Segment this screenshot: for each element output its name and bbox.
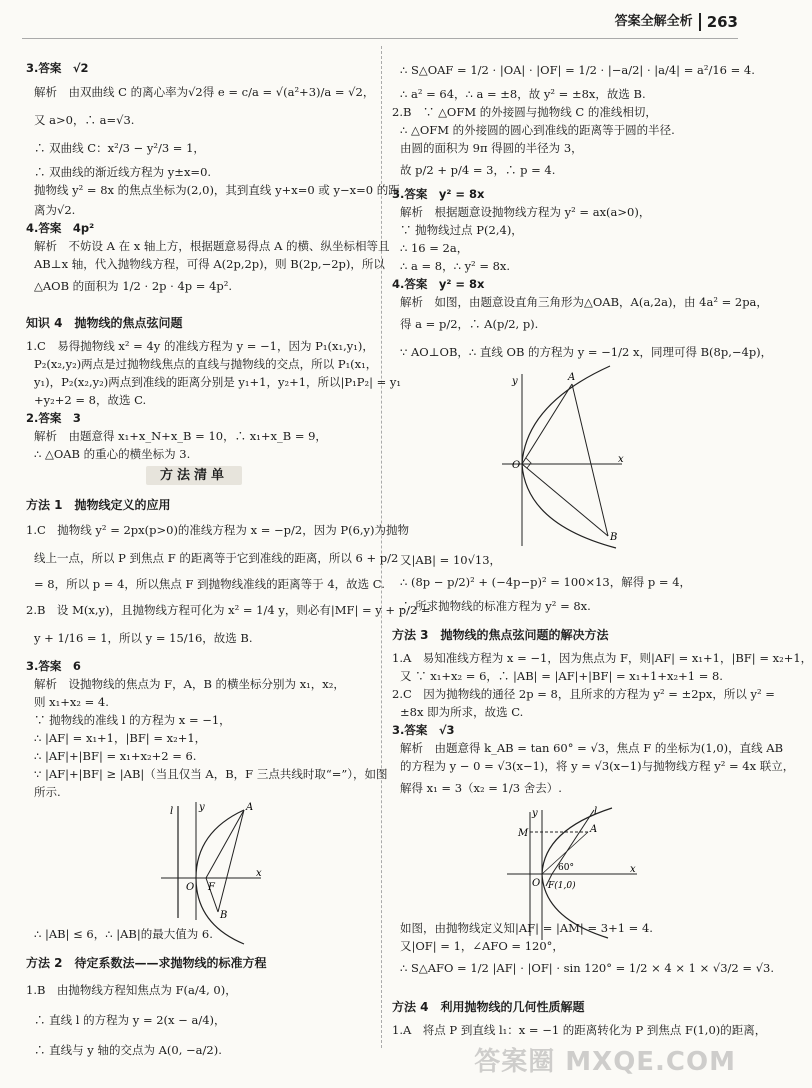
parabola-figure-1 xyxy=(156,792,266,922)
text-line: 得 a = p/2，∴ A(p/2, p). xyxy=(400,317,539,331)
text-line: ∴ |AF|+|BF| = x₁+x₂+2 = 6. xyxy=(34,749,197,763)
method-list-banner: 方法清单 xyxy=(146,466,242,485)
fig3-label: l xyxy=(594,806,598,817)
text-line: 故 p/2 + p/4 = 3，∴ p = 4. xyxy=(400,163,556,177)
section-heading: 方法 1 抛物线定义的应用 xyxy=(26,498,171,512)
text-line: 2.C 因为抛物线的通径 2p = 8，且所求的方程为 y² = ±2px，所以 y² = xyxy=(392,687,775,701)
fig3-label: y xyxy=(532,808,538,819)
text-line: 如图，由抛物线定义知|AF| = |AM| = 3+1 = 4. xyxy=(400,921,653,935)
section-heading: 方法 3 抛物线的焦点弦问题的解决方法 xyxy=(392,628,609,642)
text-line: ∴ |AB| ≤ 6，∴ |AB|的最大值为 6. xyxy=(34,927,213,941)
text-line: 1.C 抛物线 y² = 2px(p>0)的准线方程为 x = −p/2，因为 P(6,y)为抛物 xyxy=(26,523,410,537)
text-line: ∴ 直线与 y 轴的交点为 A(0, −a/2). xyxy=(34,1043,222,1057)
text-line: 解析 由题意得 x₁+x_N+x_B = 10，∴ x₁+x_B = 9， xyxy=(34,429,327,443)
text-line: ∴ S△AFO = 1/2 |AF| · |OF| · sin 120° = 1/2 × 4 × 1 × √3/2 = √3. xyxy=(400,961,774,975)
text-line: 解析 由题意得 k_AB = tan 60° = √3，焦点 F 的坐标为(1,0)，直线 AB xyxy=(400,741,784,755)
text-line: 解得 x₁ = 3（x₂ = 1/3 舍去）. xyxy=(400,781,562,795)
fig1-label: x xyxy=(256,868,262,879)
text-line: ∴ △OFM 的外接圆的圆心到准线的距离等于圆的半径. xyxy=(400,123,675,137)
text-line: ∵ |AF|+|BF| ≥ |AB|（当且仅当 A，B，F 三点共线时取“=”），如图 xyxy=(34,767,388,781)
text-line: 1.C 易得抛物线 x² = 4y 的准线方程为 y = −1，因为 P₁(x₁,y₁)， xyxy=(26,339,374,353)
text-line: ∴ a² = 64，∴ a = ±8，故 y² = ±8x，故选 B. xyxy=(400,87,646,101)
text-line: 解析 不妨设 A 在 x 轴上方，根据题意易得点 A 的横、纵坐标相等且 xyxy=(34,239,390,253)
fig1-label: l xyxy=(170,806,174,817)
text-line: 线上一点，所以 P 到焦点 F 的距离等于它到准线的距离，所以 6 + p/2 xyxy=(34,551,399,565)
text-line: ±8x 即为所求，故选 C. xyxy=(400,705,524,719)
text-line: 所示. xyxy=(34,785,61,799)
fig2-label: A xyxy=(568,372,576,383)
fig3-label: O xyxy=(532,878,541,889)
answer-line: 2.答案 3 xyxy=(26,411,81,425)
text-line: 则 x₁+x₂ = 4. xyxy=(34,695,109,709)
text-line: 2.B ∵ △OFM 的外接圆与抛物线 C 的准线相切， xyxy=(392,105,657,119)
section-heading: 方法 2 待定系数法——求抛物线的标准方程 xyxy=(26,956,267,970)
answer-line: 3.答案 y² = 8x xyxy=(392,187,485,201)
header-separator xyxy=(699,13,701,31)
text-line: 解析 由双曲线 C 的离心率为√2得 e = c/a = √(a²+3)/a = √2， xyxy=(34,85,375,99)
fig3-label: F(1,0) xyxy=(548,881,576,891)
text-line: 解析 如图，由题意设直角三角形为△OAB，A(a,2a)，由 4a² = 2pa， xyxy=(400,295,768,309)
text-line: = 8，所以 p = 4，所以焦点 F 到抛物线准线的距离等于 4，故选 C. xyxy=(34,577,385,591)
text-line: y + 1/16 = 1，所以 y = 15/16，故选 B. xyxy=(34,631,253,645)
fig1-label: O xyxy=(186,882,195,893)
text-line: ∴ △OAB 的重心的横坐标为 3. xyxy=(34,447,191,461)
text-line: 又 a>0，∴ a=√3. xyxy=(34,113,135,127)
text-line: 抛物线 y² = 8x 的焦点坐标为(2,0)，其到直线 y+x=0 或 y−x=0 的距 xyxy=(34,183,400,197)
text-line: +y₂+2 = 8，故选 C. xyxy=(34,393,147,407)
text-line: 2.B 设 M(x,y)，且抛物线方程可化为 x² = 1/4 y，则必有|MF| = y + p/2 = xyxy=(26,603,431,617)
text-line: P₂(x₂,y₂)两点是过抛物线焦点的直线与抛物线的交点，所以 P₁(x₁， xyxy=(34,357,378,371)
text-line: ∴ 所求抛物线的标准方程为 y² = 8x. xyxy=(400,599,591,613)
text-line: y₁)，P₂(x₂,y₂)两点到准线的距离分别是 y₁+1，y₂+1，所以|P₁P₂| = y₁ xyxy=(34,375,402,389)
text-line: 1.A 易知准线方程为 x = −1，因为焦点为 F，则|AF| = x₁+1，|BF| = x₂+1， xyxy=(392,651,812,665)
text-line: 又|AB| = 10√13， xyxy=(400,553,502,567)
fig1-label: y xyxy=(199,802,205,813)
text-line: ∴ S△OAF = 1/2 · |OA| · |OF| = 1/2 · |−a/2| · |a/4| = a²/16 = 4. xyxy=(400,63,755,77)
fig1-label: A xyxy=(246,802,254,813)
text-line: ∵ AO⊥OB，∴ 直线 OB 的方程为 y = −1/2 x，同理可得 B(8p,−4p)， xyxy=(400,345,773,359)
watermark: 答案圈 MXQE.COM xyxy=(474,1047,736,1077)
text-line: 由圆的面积为 9π 得圆的半径为 3， xyxy=(400,141,583,155)
parabola-figure-2 xyxy=(492,360,642,550)
text-line: ∴ 直线 l 的方程为 y = 2(x − a/4)， xyxy=(34,1013,226,1027)
text-line: 的方程为 y − 0 = √3(x−1)，将 y = √3(x−1)与抛物线方程 y² = 4x 联立， xyxy=(400,759,795,773)
answer-line: 3.答案 6 xyxy=(26,659,81,673)
text-line: ∴ |AF| = x₁+1，|BF| = x₂+1， xyxy=(34,731,207,745)
answer-line: 3.答案 √3 xyxy=(392,723,455,737)
text-line: ∵ 抛物线过点 P(2,4)， xyxy=(400,223,523,237)
text-line: △AOB 的面积为 1/2 · 2p · 4p = 4p². xyxy=(34,279,233,293)
section-heading: 知识 4 抛物线的焦点弦问题 xyxy=(26,316,183,330)
answer-line: 3.答案 √2 xyxy=(26,61,89,75)
header-title: 答案全解全析 xyxy=(614,14,693,30)
page-header xyxy=(615,10,738,34)
fig2-label: x xyxy=(618,454,624,465)
text-line: ∵ 抛物线的准线 l 的方程为 x = −1， xyxy=(34,713,231,727)
answer-line: 4.答案 y² = 8x xyxy=(392,277,485,291)
text-line: ∴ 双曲线 C：x²/3 − y²/3 = 1， xyxy=(34,141,205,155)
fig3-label: M xyxy=(518,828,529,839)
text-line: 又 ∵ x₁+x₂ = 6，∴ |AB| = |AF|+|BF| = x₁+1+x₂+1 = 8. xyxy=(400,669,723,683)
fig1-label: F xyxy=(208,882,215,893)
fig3-label: x xyxy=(630,864,636,875)
header-rule xyxy=(22,38,738,39)
fig3-label: 60° xyxy=(558,863,574,873)
fig1-label: B xyxy=(220,910,228,921)
text-line: 1.A 将点 P 到直线 l₁：x = −1 的距离转化为 P 到焦点 F(1,0)的距离， xyxy=(392,1023,767,1037)
page-number: 263 xyxy=(706,12,738,31)
fig2-label: B xyxy=(610,532,618,543)
fig2-label: y xyxy=(512,376,518,387)
text-line: 解析 根据题意设抛物线方程为 y² = ax(a>0)， xyxy=(400,205,651,219)
text-line: 又|OF| = 1，∠AFO = 120°， xyxy=(400,939,564,953)
text-line: 离为√2. xyxy=(34,203,76,217)
text-line: ∴ 双曲线的渐近线方程为 y±x=0. xyxy=(34,165,212,179)
answer-line: 4.答案 4p² xyxy=(26,221,95,235)
fig2-label: O xyxy=(512,460,521,471)
text-line: AB⊥x 轴，代入抛物线方程，可得 A(2p,2p)，则 B(2p,−2p)，所以 xyxy=(34,257,385,271)
text-line: 1.B 由抛物线方程知焦点为 F(a/4, 0)， xyxy=(26,983,237,997)
section-heading: 方法 4 利用抛物线的几何性质解题 xyxy=(392,1000,585,1014)
text-line: ∴ a = 8，∴ y² = 8x. xyxy=(400,259,511,273)
text-line: ∴ 16 = 2a， xyxy=(400,241,469,255)
fig3-label: A xyxy=(590,824,598,835)
text-line: 解析 设抛物线的焦点为 F，A，B 的横坐标分别为 x₁，x₂， xyxy=(34,677,345,691)
text-line: ∴ (8p − p/2)² + (−4p−p)² = 100×13，解得 p = 4， xyxy=(400,575,692,589)
